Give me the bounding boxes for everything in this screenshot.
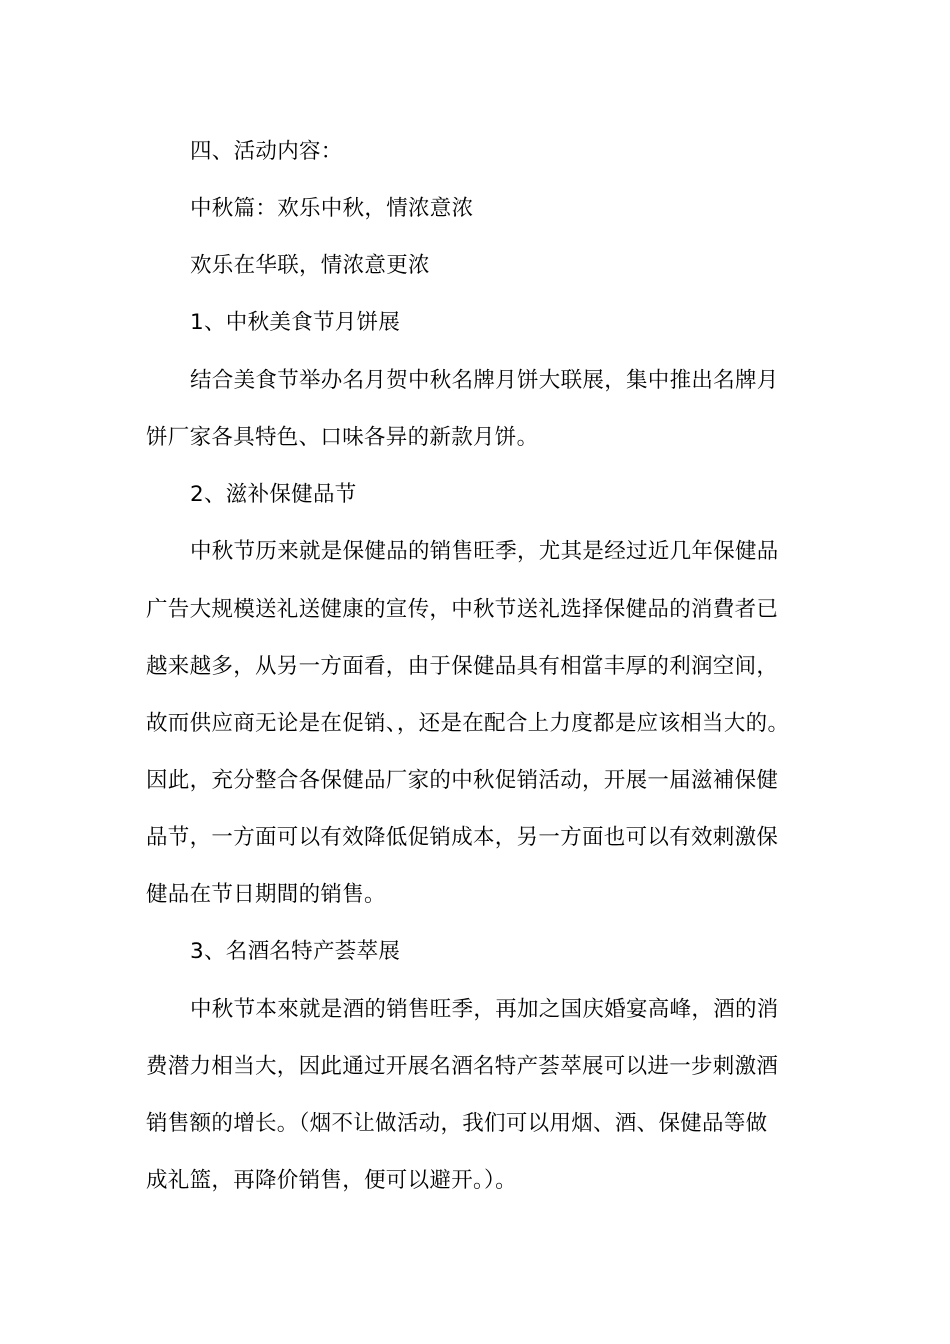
item-2-paragraph-line: 健品在节日期間的销售。 [146, 882, 386, 907]
slogan-line: 欢乐在华联，情浓意更浓 [190, 253, 430, 278]
item-1-paragraph-line: 饼厂家各具特色、口味各异的新款月饼。 [146, 425, 539, 450]
item-2-paragraph-line: 广告大规模送礼送健康的宣传，中秋节送礼选择保健品的消費者已 [146, 597, 779, 622]
item-3-paragraph-line: 成礼篮，再降价销售，便可以避开。）。 [146, 1168, 517, 1193]
item-3-paragraph-line: 费潜力相当大，因此通过开展名酒名特产荟萃展可以进一步刺激酒 [146, 1054, 779, 1079]
item-2-paragraph-line: 因此，充分整合各保健品厂家的中秋促销活动，开展一届滋補保健 [146, 768, 779, 793]
item-3-paragraph-line: 销售额的增长。（烟不让做活动，我们可以用烟、酒、保健品等做 [146, 1111, 768, 1136]
mid-autumn-title: 中秋篇：欢乐中秋，情浓意浓 [190, 196, 474, 221]
item-2-paragraph-line: 品节，一方面可以有效降低促销成本，另一方面也可以有效刺激保 [146, 825, 779, 850]
item-3-title: 3、名酒名特产荟萃展 [190, 939, 401, 964]
item-1-paragraph-line: 结合美食节举办名月贺中秋名牌月饼大联展，集中推出名牌月 [190, 368, 779, 393]
item-2-title: 2、滋补保健品节 [190, 482, 357, 507]
item-1-title: 1、中秋美食节月饼展 [190, 310, 401, 335]
item-2-paragraph-line: 中秋节历来就是保健品的销售旺季，尤其是经过近几年保健品 [190, 539, 779, 564]
section-heading-activities: 四、活动内容： [190, 139, 343, 164]
item-2-paragraph-line: 越来越多，从另一方面看，由于保健品具有相當丰厚的利润空间， [146, 654, 779, 679]
item-2-paragraph-line: 故而供应商无论是在促销、，还是在配合上力度都是应该相当大的。 [146, 711, 790, 736]
item-3-paragraph-line: 中秋节本來就是酒的销售旺季，再加之国庆婚宴高峰，酒的消 [190, 997, 779, 1022]
